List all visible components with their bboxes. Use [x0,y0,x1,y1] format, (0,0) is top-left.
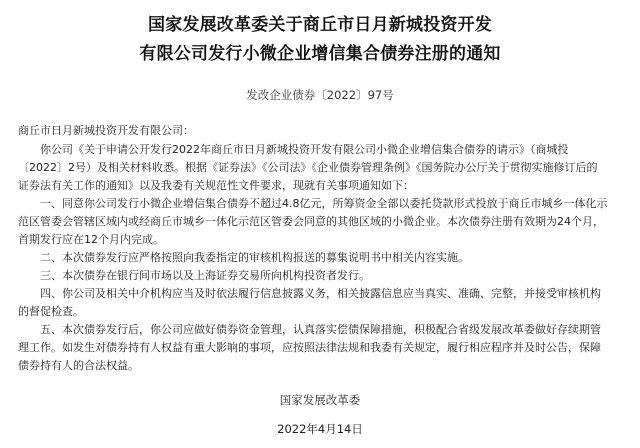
body-line: 一、同意你公司发行小微企业增信集合债券不超过4.8亿元，所筹资金全部以委托贷款形式投放于商丘市城乡一体化示 [18,197,608,210]
notice-title-line-1: 国家发展改革委关于商丘市日月新城投资开发 [148,15,492,35]
body-line: 首期发行应在12个月内完成。 [18,233,164,246]
notice-title-line-2: 有限公司发行小微企业增信集合债券注册的通知 [139,44,501,64]
signature-organization: 国家发展改革委 [279,393,361,407]
body-line: 五、本次债券发行后，你公司应做好债券资金管理，认真落实偿债保障措施，积极配合省级发展改革委做好存续期管 [18,323,601,336]
body-line: 证券法有关工作的通知》以及我委有关规范性文件要求，现就有关事项通知如下： [18,179,414,192]
body-line: 债券持有人的合法权益。 [18,359,139,372]
body-line: 三、本次债券在银行间市场以及上海证券交易所向机构投资者发行。 [18,269,370,282]
body-line: 范区管委会管辖区域内或经商丘市城乡一体化示范区管委会同意的其他区域的小微企业。本次债券注册有效期为24个月， [18,215,604,228]
body-line: 你公司《关于申请公开发行2022年商丘市日月新城投资开发有限公司小微企业增信集合债券的请示》（商城投 [18,143,569,156]
body-line: 〔2022〕2号）及相关材料收悉。根据《证券法》《公司法》《企业债券管理条例》《国务院办公厅关于贯彻实施修订后的 [18,161,598,174]
document-number: 发改企业债券〔2022〕97号 [246,88,394,102]
salutation: 商丘市日月新城投资开发有限公司： [18,124,194,137]
body-line: 二、本次债券发行应严格按照向我委指定的审核机构报送的募集说明书中相关内容实施。 [18,251,469,264]
body-line: 的督促检查。 [18,305,84,318]
body-line: 理工作。如发生对债券持有人权益有重大影响的事项，应按照法律法规和我委有关规定，履行相应程序并及时公告，保障 [18,341,601,354]
body-line: 四、你公司及相关中介机构应当及时依法履行信息披露义务，相关披露信息应当真实、准确、完整，并接受审核机构 [18,287,601,300]
signature-date: 2022年4月14日 [277,422,363,436]
